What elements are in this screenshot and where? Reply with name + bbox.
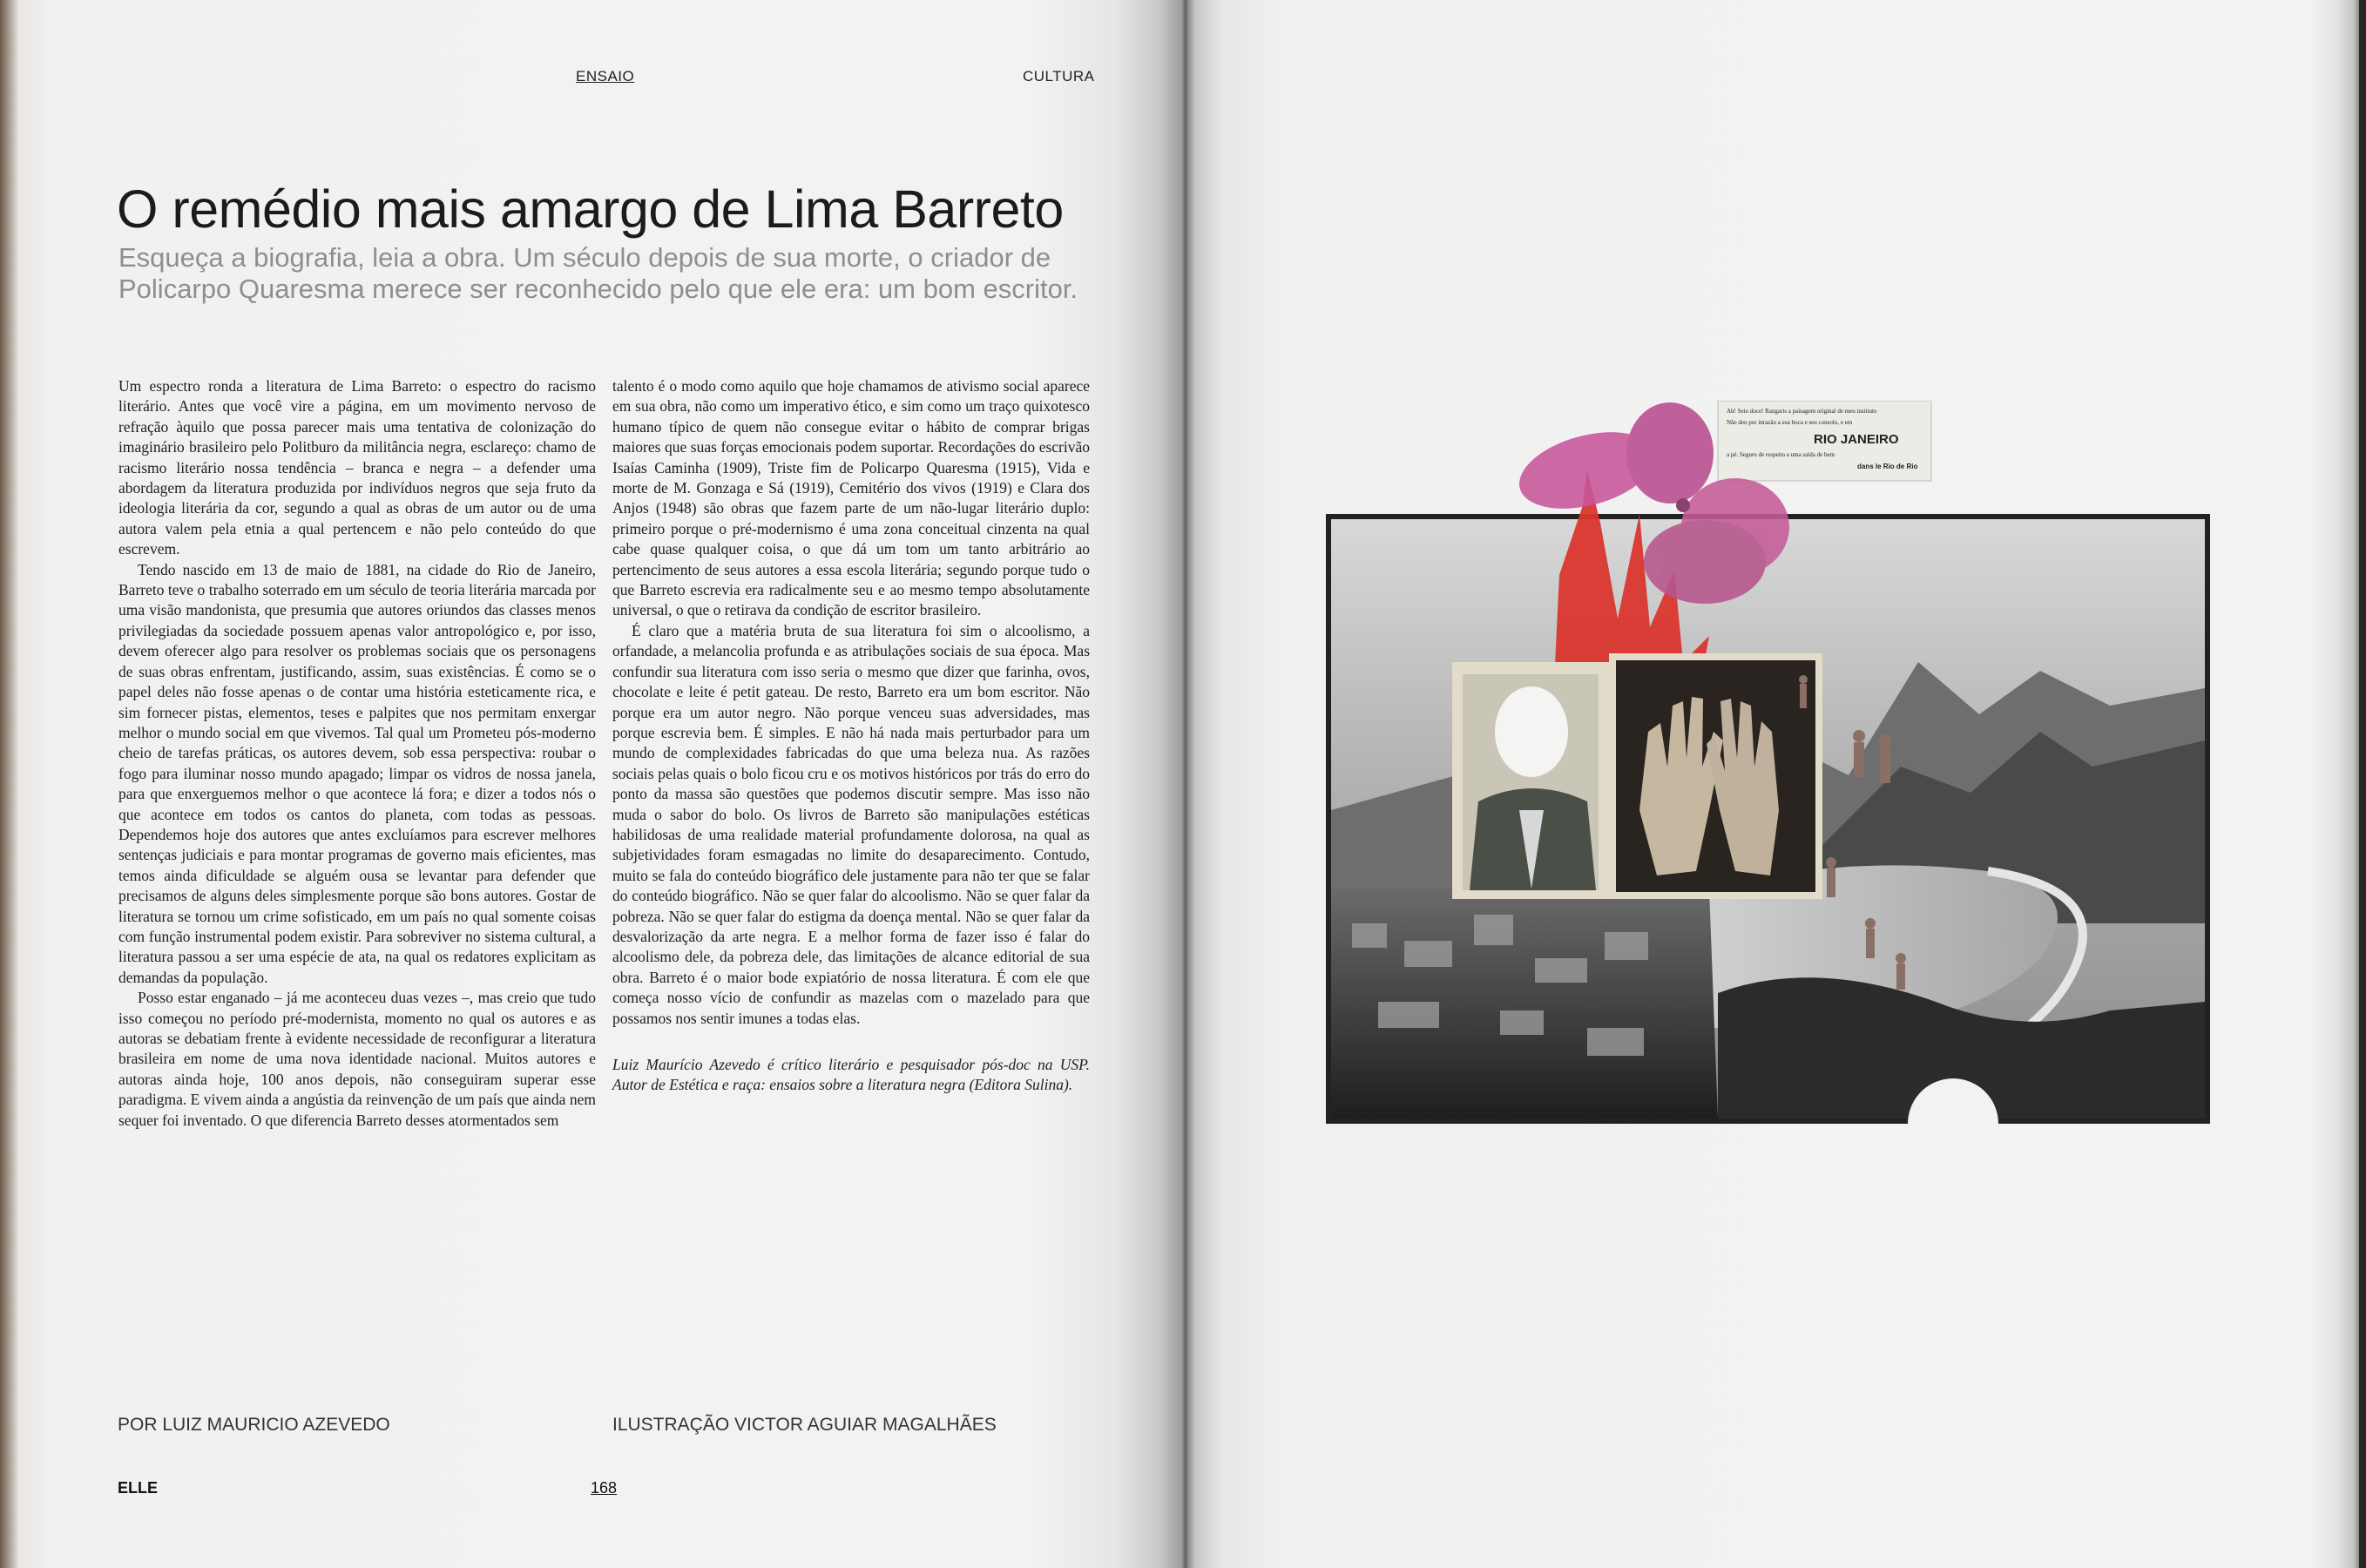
illustration-credit: ILUSTRAÇÃO VICTOR AGUIAR MAGALHÃES (612, 1415, 997, 1435)
clipping-line: RIO JANEIRO (1814, 432, 1899, 447)
article-title: O remédio mais amargo de Lima Barreto (117, 179, 1064, 239)
clipping-line: dans le Rio de Rio (1857, 463, 1918, 470)
hands-photo (1609, 653, 1822, 899)
paragraph: talento é o modo como aquilo que hoje chamamos de ativismo social aparece em sua obra, não como um imperativo ético, e sim como um traço quixotesco humano típico de quem não consegue evitar o hábito de comprar brigas maiores que suas forças emocionais podem suportar. Recordações do escrivão Isaías Caminha (1909), Triste fim de Policarpo Quaresma (1915), Vida e morte de M. Gonzaga e Sá (1919), Cemitério dos vivos (1919) e Clara dos Anjos (1948) são obras que fazem parte de um não-lugar literário duplo: primeiro porque o pré-modernismo é uma zona conceitual cinzenta na qual cabe quase qualquer coisa, o que dá um tom um tanto arbitrário ao pertencimento de seus autores a essa escola literária; segundo porque tudo o que Barreto escrevia era radicalmente seu e ao mesmo tempo absolutamente universal, o que o retirava da condição de escritor brasileiro. (612, 377, 1090, 619)
author-bio: Luiz Maurício Azevedo é crítico literário e pesquisador pós-doc na USP. Autor de Estética e raça: ensaios sobre a literatura negra (Editora Sulina). (612, 1056, 1090, 1094)
portrait-card (1452, 662, 1609, 899)
right-page (1186, 0, 2359, 1568)
article-subtitle: Esqueça a biografia, leia a obra. Um século depois de sua morte, o criador de Policarpo Quaresma merece ser reconhecido pelo que ele era: um bom escritor. (118, 242, 1078, 304)
paragraph: É claro que a matéria bruta de sua literatura foi sim o alcoolismo, a orfandade, a melancolia profunda e as atribulações sociais de sua época. Mas confundir sua literatura com isso seria o mesmo que dizer que farinha, ovos, chocolate e leite é petit gateau. De resto, Barreto era um bom escritor. Não porque era um autor negro. Não porque venceu suas adversidades, mas porque escrevia bem. É simples. E não há nada mais perturbador para um mundo de complexidades fabricadas do que uma beleza nua. As razões sociais pelas quais o bolo ficou cru e os motivos históricos por trás do erro do ponto da massa são questões que podemos discutir sempre. Mas isso não muda o sabor do bolo. Os livros de Barreto são manipulações estéticas habilidosas de uma realidade material profundamente dolorosa, na qual as subjetividades foram esmagadas no limite do desaparecimento. Contudo, muito se fala do conteúdo biográfico dele justamente para não ter que se falar do conteúdo biográfico. Não se quer falar do alcoolismo. Não se quer falar da pobreza. Não se quer falar do estigma da doença mental. Não se quer falar da desvalorização da arte negra. E a melhor forma de fazer isso é falar do alcoolismo dele, da pobreza dele, das limitações de alcance editorial de sua obra. Barreto é o maior bode expiatório de nossa literatura. É com ele que começa nosso vício de confundir as mazelas com o mazelado para que possamos nos sentir imunes a todas elas. (612, 621, 1090, 1027)
text-column-right (612, 376, 1090, 1096)
text-column-left (118, 376, 596, 1131)
category-label: CULTURA (1023, 68, 1095, 84)
clipping-line: Ah! Seio doce! Rangaris a paisagem original de meu instituto (1727, 408, 1877, 415)
magazine-name: ELLE (118, 1479, 159, 1497)
byline: POR LUIZ MAURICIO AZEVEDO (118, 1415, 390, 1435)
clipping-line: a pé. Seguro de respeito a uma saída de bem (1727, 451, 1835, 458)
newspaper-clipping (1718, 401, 1931, 481)
page-number: 168 (591, 1479, 618, 1497)
section-label: ENSAIO (576, 68, 635, 84)
paragraph: Tendo nascido em 13 de maio de 1881, na cidade do Rio de Janeiro, Barreto teve o trabalho soterrado em um século de teoria literária marcada por uma visão mandonista, que presumia que autores oriundos das classes menos privilegiadas da sociedade possuem apenas valor antropológico e, por isso, devem oferecer algo para resolver os problemas sociais que os personagens de suas obras enfrentam, justificando, assim, suas existências. É como se o papel deles não fosse apenas o de contar uma história esteticamente rica, e sim fornecer pistas, elementos, teses e palpites que nos permitam enxergar melhor o mundo social em que vivemos. Tal qual um Prometeu pós-moderno cheio de tarefas práticas, os autores devem, sob essa perspectiva: roubar o fogo para iluminar nosso mundo apagado; limpar os vidros de nossa janela, para que enxerguemos melhor o que acontece lá fora; e dizer a todos nós o que acontece em todos os cantos do planeta, com todas as pessoas. Dependemos hoje dos autores que antes excluíamos para escrever melhores sentenças judiciais e para montar programas de governo mais eficientes, mas temos ainda dificuldade se alguém ousa se levantar para defender que precisamos de alguns deles simplesmente porque são bons autores. Gostar de literatura se tornou um crime sofisticado, em um país no qual somente coisas com função instrumental podem existir. Para sobreviver no sistema cultural, a literatura passou a ser uma espécie de ata, na qual os redatores explicitam as demandas da população. (118, 560, 596, 986)
clipping-line: Não deu por inrazão a sua boca e seu consolo, e em (1727, 419, 1853, 426)
paragraph: Posso estar enganado – já me aconteceu duas vezes –, mas creio que tudo isso começou no período pré-modernista, momento no qual os autores e as autoras se debatiam frente à evidente necessidade de reconfigurar a literatura brasileira em nome de uma nova identidade nacional. Muitos autores e autoras ainda hoje, 100 anos depois, não conseguiram superar esse paradigma. E vivem ainda a angústia da reinvenção de um país que ainda nem sequer foi inventado. O que diferencia Barreto desses atormentados sem (118, 989, 596, 1129)
collage-illustration (1326, 401, 2223, 1132)
paragraph: Um espectro ronda a literatura de Lima Barreto: o espectro do racismo literário. Antes que você vire a página, em um movimento nervoso de refração àquilo que possa parecer mais uma tentativa de colonização do imaginário brasileiro pelo Politburo da militância negra, esclareço: chamo de racismo literário nossa tendência – branca e negra – a defender uma abordagem da literatura produzida por indivíduos negros que seja fruto da ideologia literária da cor, segundo a qual as obras de um autor ou de uma autora valem pela etnia a qual pertencem e não pelo conteúdo do que escrevem. (118, 377, 596, 558)
